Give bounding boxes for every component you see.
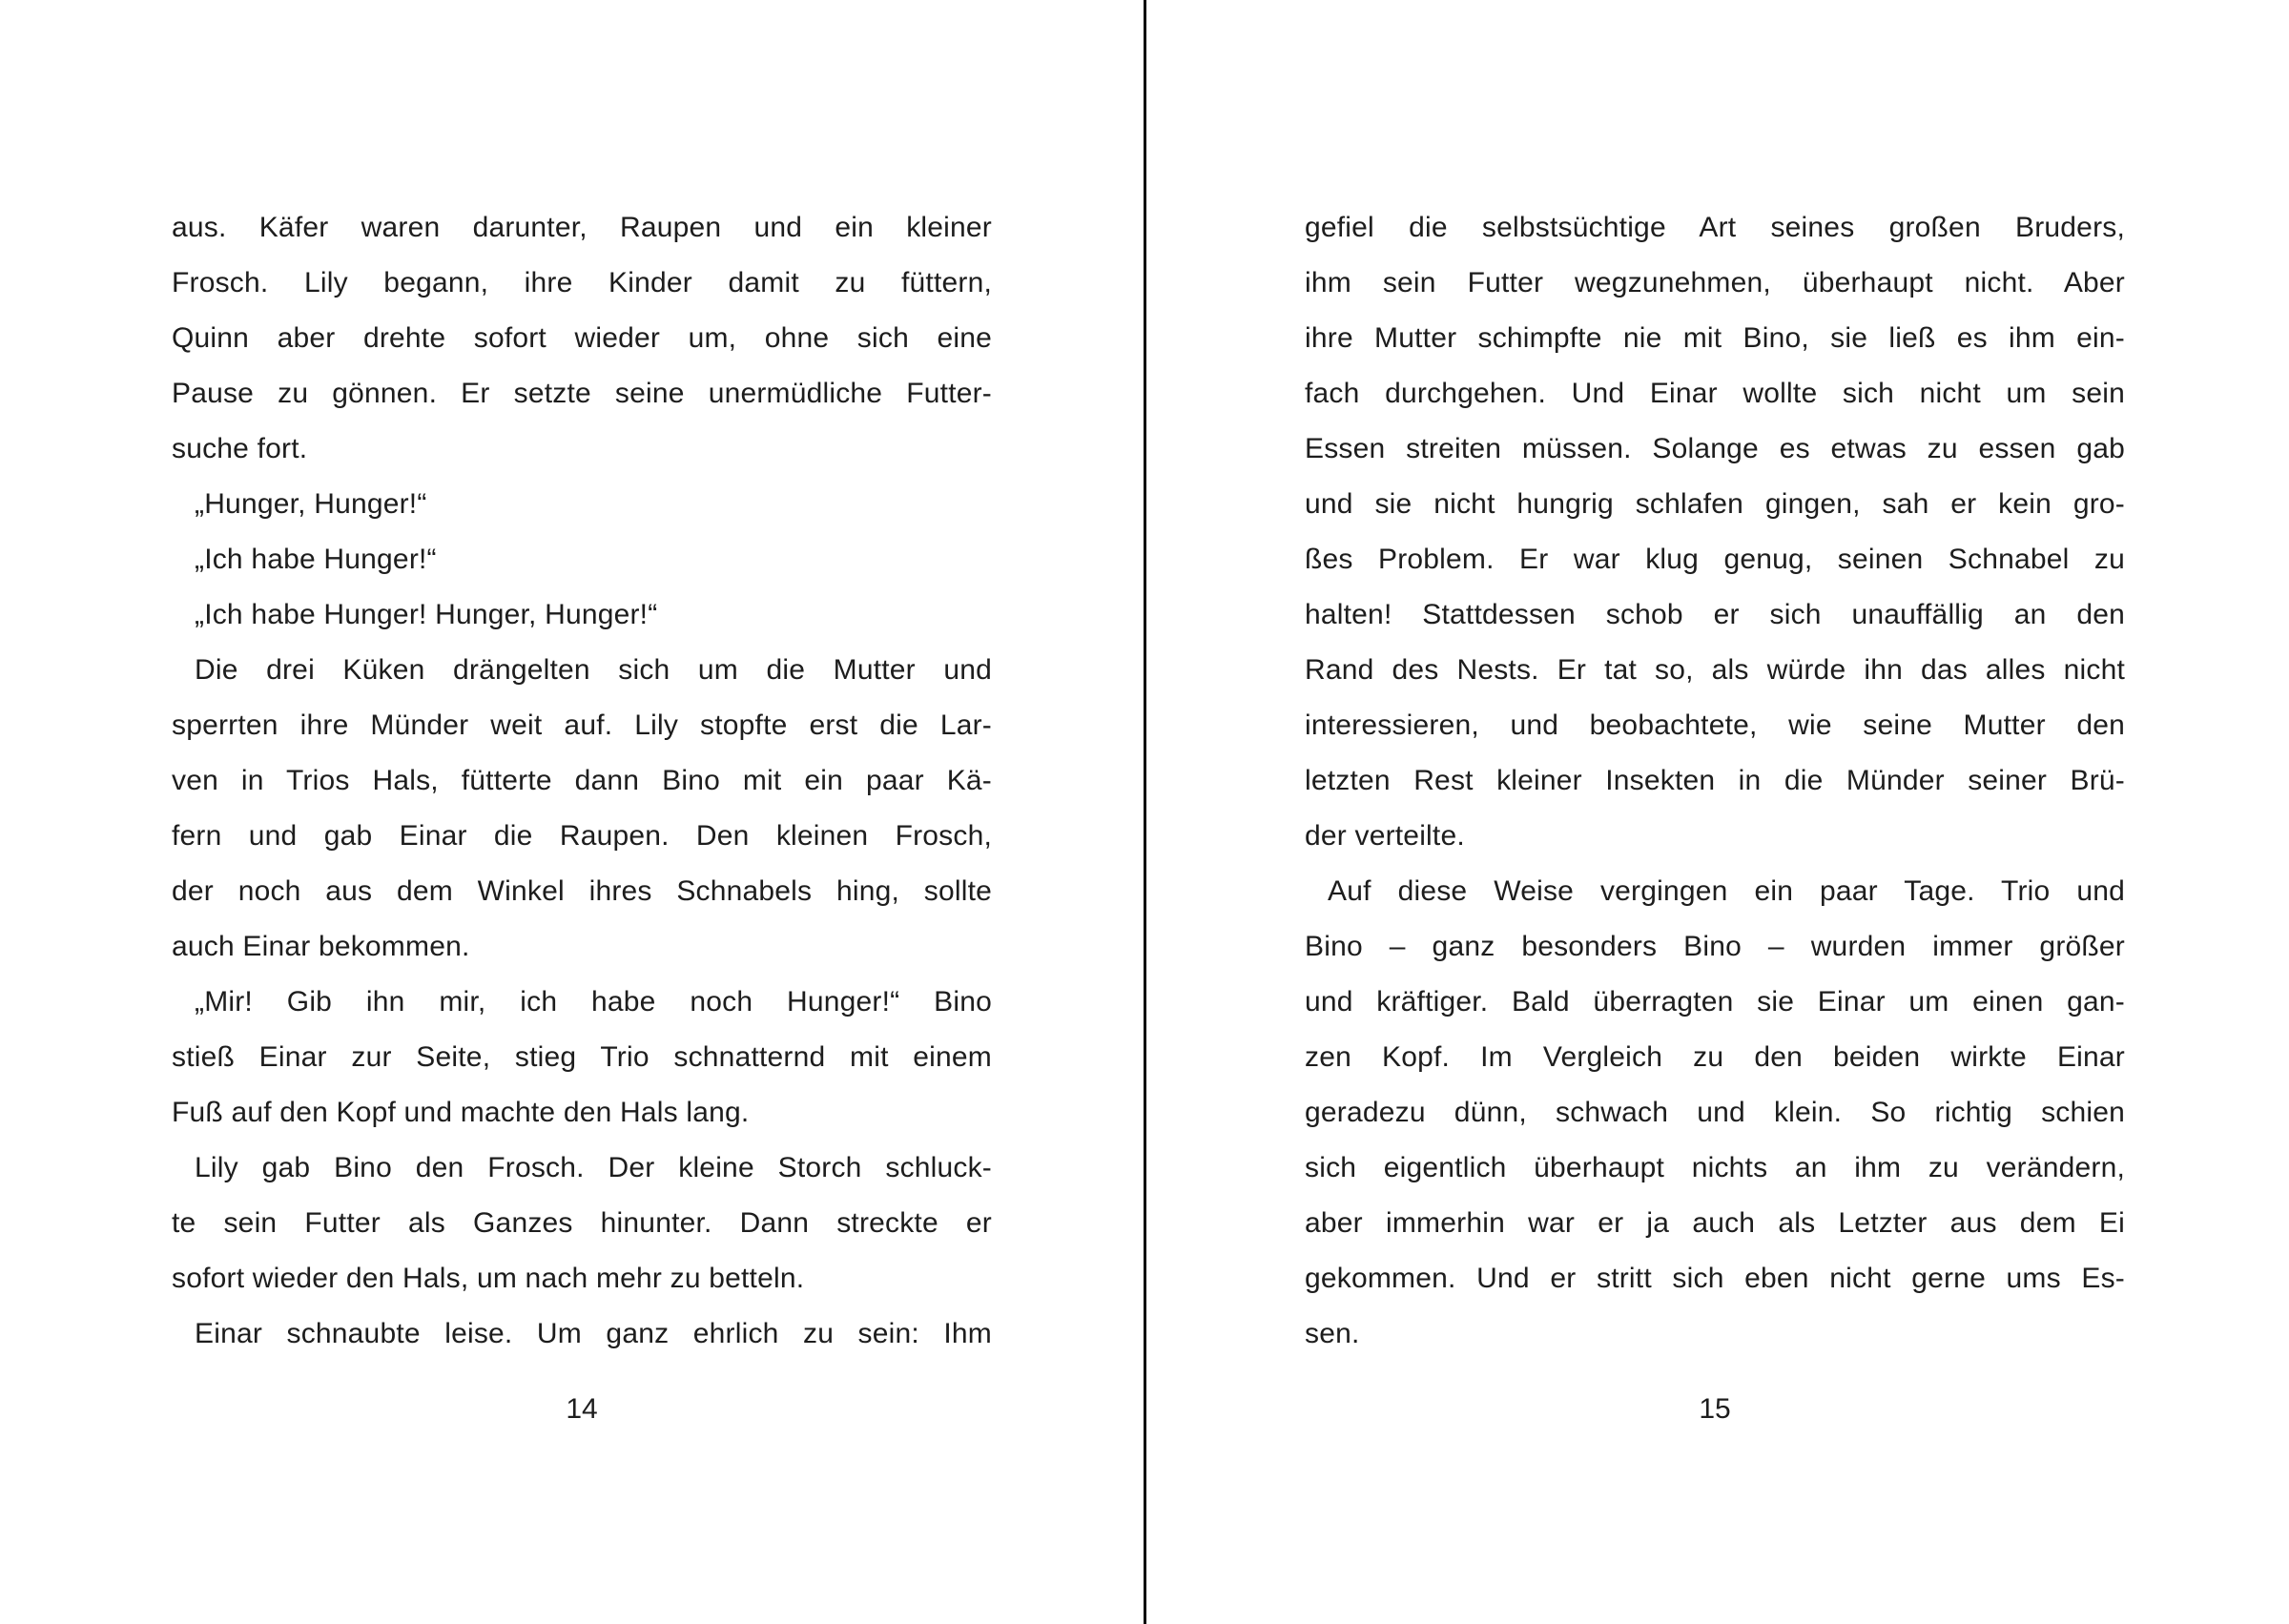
page-right-text <box>1305 200 2125 1362</box>
text-line: Fuß auf den Kopf und machte den Hals lang. <box>172 1097 750 1128</box>
text-line: Frosch. Lily begann, ihre Kinder damit zu füttern, <box>172 267 992 298</box>
paragraph <box>172 477 992 532</box>
text-line: ihre Mutter schimpfte nie mit Bino, sie ließ es ihm ein- <box>1305 322 2125 354</box>
text-line: der noch aus dem Winkel ihres Schnabels hing, sollte <box>172 875 992 907</box>
text-line: te sein Futter als Ganzes hinunter. Dann streckte er <box>172 1207 992 1239</box>
text-line: auch Einar bekommen. <box>172 931 470 962</box>
text-line: und sie nicht hungrig schlafen gingen, sah er kein gro- <box>1305 488 2125 520</box>
text-line: ihm sein Futter wegzunehmen, überhaupt nicht. Aber <box>1305 267 2125 298</box>
paragraph <box>172 587 992 643</box>
page-left-text <box>172 200 992 1362</box>
text-line: sich eigentlich überhaupt nichts an ihm zu verändern, <box>1305 1152 2125 1183</box>
text-line: „Hunger, Hunger!“ <box>195 488 427 520</box>
paragraph <box>1305 864 2125 1362</box>
text-line: ßes Problem. Er war klug genug, seinen Schnabel zu <box>1305 544 2125 575</box>
text-line: der verteilte. <box>1305 820 1465 852</box>
text-line: sperrten ihre Münder weit auf. Lily stopfte erst die Lar- <box>172 709 992 741</box>
paragraph <box>1305 200 2125 864</box>
text-line: zen Kopf. Im Vergleich zu den beiden wirkte Einar <box>1305 1041 2125 1073</box>
paragraph <box>172 643 992 975</box>
text-line: Bino – ganz besonders Bino – wurden immer größer <box>1305 931 2125 962</box>
text-line: aus. Käfer waren darunter, Raupen und ein kleiner <box>172 212 992 243</box>
page-gutter-divider <box>1144 0 1146 1624</box>
text-line: Einar schnaubte leise. Um ganz ehrlich zu sein: Ihm <box>195 1318 992 1349</box>
text-line: sofort wieder den Hals, um nach mehr zu betteln. <box>172 1263 805 1294</box>
text-line: sen. <box>1305 1318 1360 1349</box>
text-line: aber immerhin war er ja auch als Letzter aus dem Ei <box>1305 1207 2125 1239</box>
text-line: gekommen. Und er stritt sich eben nicht gerne ums Es- <box>1305 1263 2125 1294</box>
paragraph <box>172 532 992 587</box>
text-line: gefiel die selbstsüchtige Art seines großen Bruders, <box>1305 212 2125 243</box>
text-line: Rand des Nests. Er tat so, als würde ihn das alles nicht <box>1305 654 2125 686</box>
text-line: „Mir! Gib ihn mir, ich habe noch Hunger!“ Bino <box>195 986 992 1018</box>
text-line: Pause zu gönnen. Er setzte seine unermüdliche Futter- <box>172 378 992 409</box>
text-line: fach durchgehen. Und Einar wollte sich nicht um sein <box>1305 378 2125 409</box>
text-line: und kräftiger. Bald überragten sie Einar um einen gan- <box>1305 986 2125 1018</box>
page-number-right: 15 <box>1699 1393 1731 1425</box>
paragraph <box>172 1306 992 1362</box>
text-line: Quinn aber drehte sofort wieder um, ohne sich eine <box>172 322 992 354</box>
text-line: „Ich habe Hunger! Hunger, Hunger!“ <box>195 599 658 630</box>
paragraph <box>172 975 992 1141</box>
text-line: Essen streiten müssen. Solange es etwas zu essen gab <box>1305 433 2125 464</box>
text-line: Die drei Küken drängelten sich um die Mutter und <box>195 654 992 686</box>
page-number-left: 14 <box>566 1393 598 1425</box>
text-line: ven in Trios Hals, fütterte dann Bino mit ein paar Kä- <box>172 765 992 796</box>
text-line: Auf diese Weise vergingen ein paar Tage. Trio und <box>1328 875 2125 907</box>
text-line: halten! Stattdessen schob er sich unauffällig an den <box>1305 599 2125 630</box>
text-line: fern und gab Einar die Raupen. Den kleinen Frosch, <box>172 820 992 852</box>
text-line: Lily gab Bino den Frosch. Der kleine Storch schluck- <box>195 1152 992 1183</box>
text-line: suche fort. <box>172 433 308 464</box>
text-line: „Ich habe Hunger!“ <box>195 544 437 575</box>
text-line: geradezu dünn, schwach und klein. So richtig schien <box>1305 1097 2125 1128</box>
text-line: stieß Einar zur Seite, stieg Trio schnatternd mit einem <box>172 1041 992 1073</box>
paragraph <box>172 1141 992 1306</box>
paragraph <box>172 200 992 477</box>
text-line: letzten Rest kleiner Insekten in die Münder seiner Brü- <box>1305 765 2125 796</box>
text-line: interessieren, und beobachtete, wie seine Mutter den <box>1305 709 2125 741</box>
